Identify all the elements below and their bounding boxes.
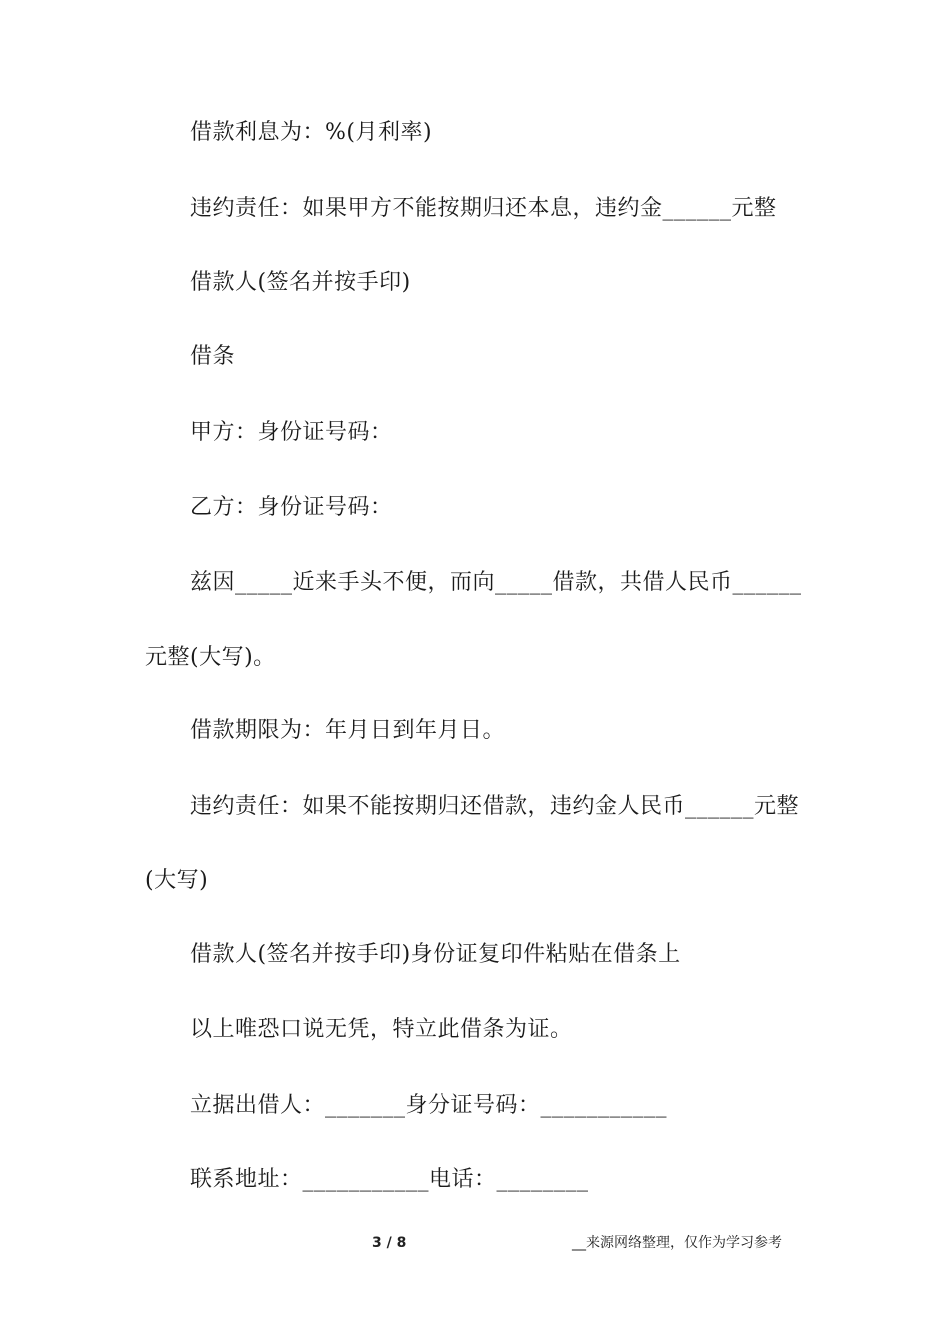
loan-amount-continuation: 元整(大写)。 xyxy=(145,645,276,670)
lender-id-line: 立据出借人：_______身分证号码：___________ xyxy=(190,1093,668,1118)
party-b-id-line: 乙方：身份证号码： xyxy=(190,495,393,520)
loan-reason-line: 兹因_____近来手头不便，而向_____借款，共借人民币______ xyxy=(190,570,802,595)
borrower-signature-line-1: 借款人(签名并按手印) xyxy=(190,270,411,295)
breach-liability-line-1: 违约责任：如果甲方不能按期归还本息，违约金______元整 xyxy=(190,196,777,221)
page-number: 3 / 8 xyxy=(372,1235,407,1251)
breach-amount-continuation: (大写) xyxy=(145,868,209,893)
borrower-signature-line-2: 借款人(签名并按手印)身份证复印件粘贴在借条上 xyxy=(190,942,681,967)
interest-rate-line: 借款利息为：%(月利率) xyxy=(190,120,433,145)
iou-heading: 借条 xyxy=(190,344,236,369)
party-a-id-line: 甲方：身份证号码： xyxy=(190,420,393,445)
loan-term-line: 借款期限为：年月日到年月日。 xyxy=(190,718,506,743)
contact-address-line: 联系地址：___________电话：________ xyxy=(190,1167,589,1192)
breach-liability-line-2: 违约责任：如果不能按期归还借款，违约金人民币______元整 xyxy=(190,794,800,819)
source-note: __来源网络整理，仅作为学习参考 xyxy=(572,1235,782,1251)
proof-statement-line: 以上唯恐口说无凭，特立此借条为证。 xyxy=(190,1017,573,1042)
